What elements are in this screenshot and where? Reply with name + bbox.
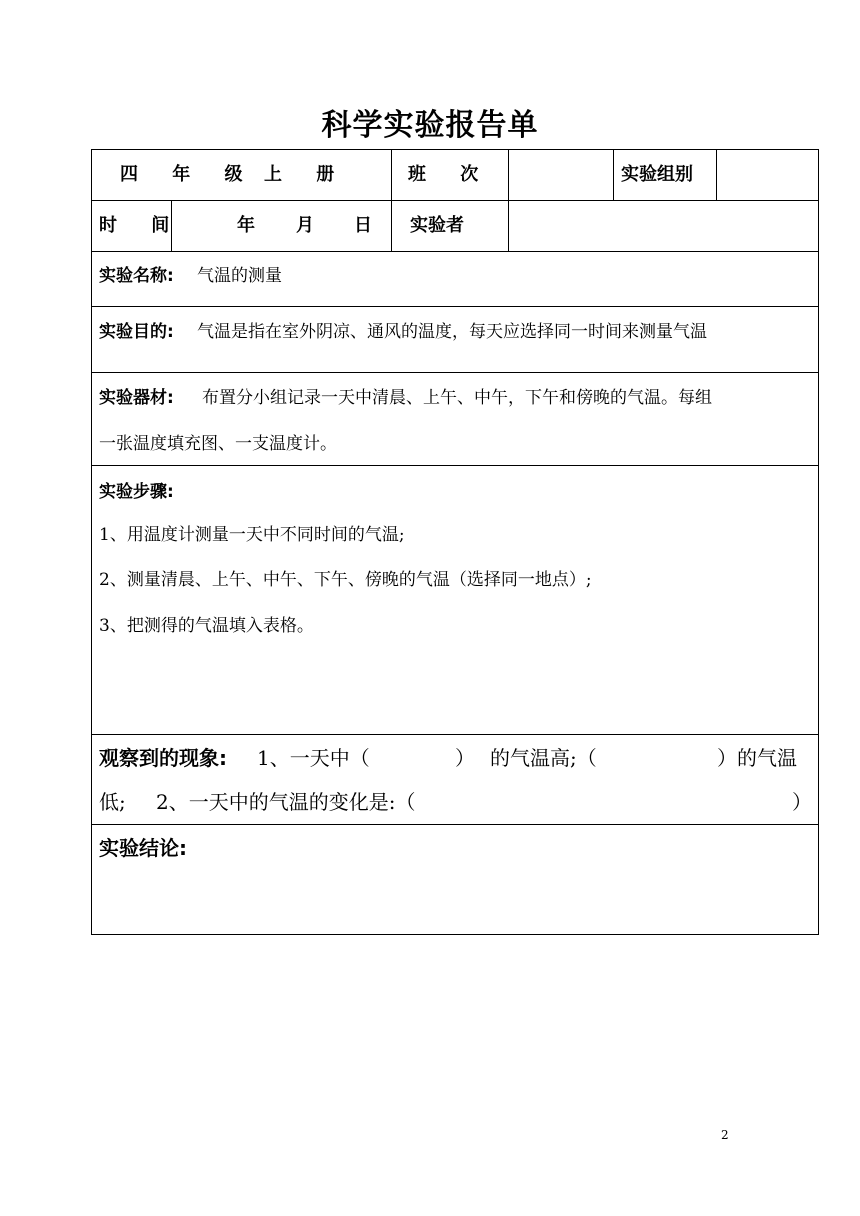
experimenter-label: 实验者 xyxy=(410,215,464,236)
observation-text: 的气温高;（ xyxy=(490,746,597,770)
row-divider xyxy=(92,372,818,373)
name-value: 气温的测量 xyxy=(197,266,282,286)
purpose-label: 实验目的: xyxy=(99,322,174,342)
experimenter-field[interactable] xyxy=(522,214,812,238)
group-label: 实验组别 xyxy=(621,164,693,185)
grade-label: 四 年 级 xyxy=(120,164,257,185)
col-divider xyxy=(716,150,717,200)
page-title: 科学实验报告单 xyxy=(321,108,539,143)
row-divider xyxy=(92,824,818,825)
date-year: 年 xyxy=(237,215,255,236)
row-divider xyxy=(92,251,818,252)
col-divider xyxy=(508,150,509,251)
page-number: 2 xyxy=(721,1128,729,1142)
col-divider xyxy=(613,150,614,200)
row-divider xyxy=(92,306,818,307)
date-day: 日 xyxy=(354,215,372,236)
steps-label: 实验步骤: xyxy=(99,482,174,502)
row-divider xyxy=(92,734,818,735)
volume-label: 上 册 xyxy=(264,164,349,185)
class-field[interactable] xyxy=(522,163,606,187)
step-item: 2、测量清晨、上午、中午、下午、傍晚的气温（选择同一地点）; xyxy=(99,570,592,590)
observation-text: ）的气温 xyxy=(717,746,797,770)
observation-text: ） xyxy=(792,790,812,814)
observation-text: 低; xyxy=(99,790,126,814)
observation-text: 2、一天中的气温的变化是:（ xyxy=(156,790,416,814)
conclusion-field[interactable] xyxy=(99,870,809,920)
step-item: 3、把测得的气温填入表格。 xyxy=(99,616,314,636)
class-label: 班 次 xyxy=(408,164,493,185)
time-label: 时 间 xyxy=(99,215,184,236)
group-field[interactable] xyxy=(724,163,814,187)
col-divider xyxy=(391,150,392,251)
report-table xyxy=(91,149,819,935)
date-month: 月 xyxy=(296,215,314,236)
materials-line1: 布置分小组记录一天中清晨、上午、中午，下午和傍晚的气温。每组 xyxy=(202,388,712,408)
observation-text: 1、一天中（ xyxy=(257,746,370,770)
observation-label: 观察到的现象: xyxy=(99,746,227,770)
materials-label: 实验器材: xyxy=(99,388,174,408)
materials-line2: 一张温度填充图、一支温度计。 xyxy=(99,434,337,454)
name-label: 实验名称: xyxy=(99,266,174,286)
purpose-value: 气温是指在室外阴凉、通风的温度，每天应选择同一时间来测量气温 xyxy=(197,322,707,342)
observation-text: ） xyxy=(455,746,475,770)
row-divider xyxy=(92,465,818,466)
conclusion-label: 实验结论: xyxy=(99,836,187,860)
step-item: 1、用温度计测量一天中不同时间的气温; xyxy=(99,525,405,545)
row-divider xyxy=(92,200,818,201)
